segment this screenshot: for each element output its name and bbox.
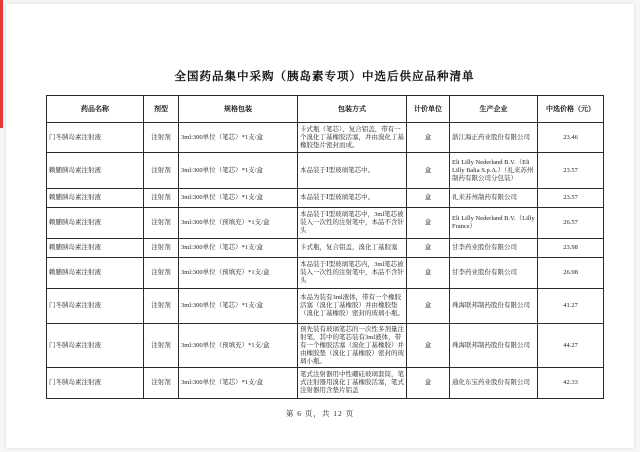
dosage-form-cell: 注射剂 — [144, 289, 179, 324]
dosage-form-cell: 注射剂 — [144, 368, 179, 399]
drug-name-cell: 赖脯胰岛素注射液 — [47, 153, 144, 189]
table-row — [47, 368, 604, 399]
table-header-row — [47, 96, 604, 123]
table-row — [47, 153, 604, 189]
manufacturer-cell: 礼来苏州制药有限公司 — [450, 189, 538, 208]
table-row — [47, 208, 604, 239]
spec-package-cell: 3ml:300单位（预填充）*1支/盒 — [179, 258, 298, 289]
manufacturer-cell: Eli Lilly Nederland B.V.（Lilly France） — [450, 208, 538, 239]
packaging-method-cell: 本品装于Ⅰ型玻璃笔芯中。 — [298, 153, 407, 189]
header-pricing-unit: 计价单位 — [407, 96, 450, 123]
header-drug-name: 药品名称 — [47, 96, 144, 123]
price-cell: 41.27 — [538, 289, 604, 324]
dosage-form-cell: 注射剂 — [144, 123, 179, 153]
drug-name-cell: 赖脯胰岛素注射液 — [47, 239, 144, 258]
table-row — [47, 239, 604, 258]
table-row — [47, 289, 604, 324]
manufacturer-cell: 甘李药业股份有限公司 — [450, 239, 538, 258]
manufacturer-cell: 浙江海正药业股份有限公司 — [450, 123, 538, 153]
manufacturer-cell: 通化东宝药业股份有限公司 — [450, 368, 538, 399]
pricing-unit-cell: 盒 — [407, 258, 450, 289]
table-row — [47, 189, 604, 208]
table-row — [47, 123, 604, 153]
drug-name-cell: 门冬胰岛素注射液 — [47, 123, 144, 153]
dosage-form-cell: 注射剂 — [144, 189, 179, 208]
packaging-method-cell: 笔式注射器用中性硼硅玻璃套筒，笔式注射器用溴化丁基橡胶活塞，笔式注射器用含垫片铝盖 — [298, 368, 407, 399]
header-manufacturer: 生产企业 — [450, 96, 538, 123]
price-cell: 23.98 — [538, 239, 604, 258]
spec-package-cell: 3ml:300单位（笔芯）*1支/盒 — [179, 239, 298, 258]
pricing-unit-cell: 盒 — [407, 208, 450, 239]
drug-name-cell: 赖脯胰岛素注射液 — [47, 258, 144, 289]
packaging-method-cell: 本品装于Ⅰ型玻璃笔芯中，3ml笔芯被装入一次性的注射笔中，本品不含针头 — [298, 208, 407, 239]
page-title: 全国药品集中采购（胰岛素专项）中选后供应品种清单 — [174, 71, 475, 83]
header-selected-price: 中选价格（元） — [538, 96, 604, 123]
manufacturer-cell: 甘李药业股份有限公司 — [450, 258, 538, 289]
price-cell: 26.98 — [538, 258, 604, 289]
drug-name-cell: 门冬胰岛素注射液 — [47, 368, 144, 399]
header-spec-package: 规格包装 — [179, 96, 298, 123]
left-edge-marker — [0, 0, 3, 128]
manufacturer-cell: 珠海联邦制药股份有限公司 — [450, 324, 538, 368]
price-cell: 23.57 — [538, 189, 604, 208]
dosage-form-cell: 注射剂 — [144, 258, 179, 289]
pricing-unit-cell: 盒 — [407, 324, 450, 368]
spec-package-cell: 3ml:300单位（笔芯）*1支/盒 — [179, 189, 298, 208]
pricing-unit-cell: 盒 — [407, 123, 450, 153]
pricing-unit-cell: 盒 — [407, 239, 450, 258]
spec-package-cell: 3ml:300单位（笔芯）*1支/盒 — [179, 368, 298, 399]
header-dosage-form: 剂型 — [144, 96, 179, 123]
spec-package-cell: 3ml:300单位（笔芯）*1支/盒 — [179, 153, 298, 189]
packaging-method-cell: 本品装于Ⅰ型玻璃笔芯内，3ml笔芯被装入一次性的注射笔中，本品不含针头 — [298, 258, 407, 289]
pricing-unit-cell: 盒 — [407, 368, 450, 399]
procurement-table — [46, 95, 604, 399]
price-cell: 23.57 — [538, 153, 604, 189]
packaging-method-cell: 本品装于Ⅰ型玻璃笔芯中。 — [298, 189, 407, 208]
drug-name-cell: 门冬胰岛素注射液 — [47, 324, 144, 368]
manufacturer-cell: Eli Lilly Nederland B.V.（Eli Lilly Italia S.p.A.）（礼来苏州制药有限公司分包装） — [450, 153, 538, 189]
pricing-unit-cell: 盒 — [407, 289, 450, 324]
spec-package-cell: 3ml:300单位（笔芯）*1支/盒 — [179, 123, 298, 153]
packaging-method-cell: 本品为装有3ml液体，带有一个橡胶活塞（溴化丁基橡胶）并由橡胶垫（溴化丁基橡胶）密封的玻璃小瓶。 — [298, 289, 407, 324]
drug-name-cell: 门冬胰岛素注射液 — [47, 289, 144, 324]
pricing-unit-cell: 盒 — [407, 189, 450, 208]
drug-name-cell: 赖脯胰岛素注射液 — [47, 208, 144, 239]
price-cell: 26.57 — [538, 208, 604, 239]
header-packaging-method: 包装方式 — [298, 96, 407, 123]
table-row — [47, 324, 604, 368]
packaging-method-cell: 预先装有玻璃笔芯的一次性多剂量注射笔，其中的笔芯装有3ml液体，带有一个橡胶活塞（溴化丁基橡胶）并由橡胶垫（溴化丁基橡胶）密封的玻璃小瓶。 — [298, 324, 407, 368]
dosage-form-cell: 注射剂 — [144, 208, 179, 239]
spec-package-cell: 3ml:300单位（笔芯）*1支/盒 — [179, 289, 298, 324]
packaging-method-cell: 卡式瓶（笔芯）、复合铝盖，带有一个溴化丁基橡胶活塞，并由溴化丁基橡胶垫片密封而成。 — [298, 123, 407, 153]
pricing-unit-cell: 盒 — [407, 153, 450, 189]
dosage-form-cell: 注射剂 — [144, 239, 179, 258]
page-number-footer: 第 6 页，共 12 页 — [285, 409, 355, 418]
spec-package-cell: 3ml:300单位（预填充）*1支/盒 — [179, 208, 298, 239]
price-cell: 44.27 — [538, 324, 604, 368]
table-row — [47, 258, 604, 289]
spec-package-cell: 3ml:300单位（预填充）*1支/盒 — [179, 324, 298, 368]
drug-name-cell: 赖脯胰岛素注射液 — [47, 189, 144, 208]
price-cell: 42.33 — [538, 368, 604, 399]
dosage-form-cell: 注射剂 — [144, 153, 179, 189]
packaging-method-cell: 卡式瓶，复合铝盖，溴化丁基胶塞 — [298, 239, 407, 258]
manufacturer-cell: 珠海联邦制药股份有限公司 — [450, 289, 538, 324]
price-cell: 23.46 — [538, 123, 604, 153]
dosage-form-cell: 注射剂 — [144, 324, 179, 368]
